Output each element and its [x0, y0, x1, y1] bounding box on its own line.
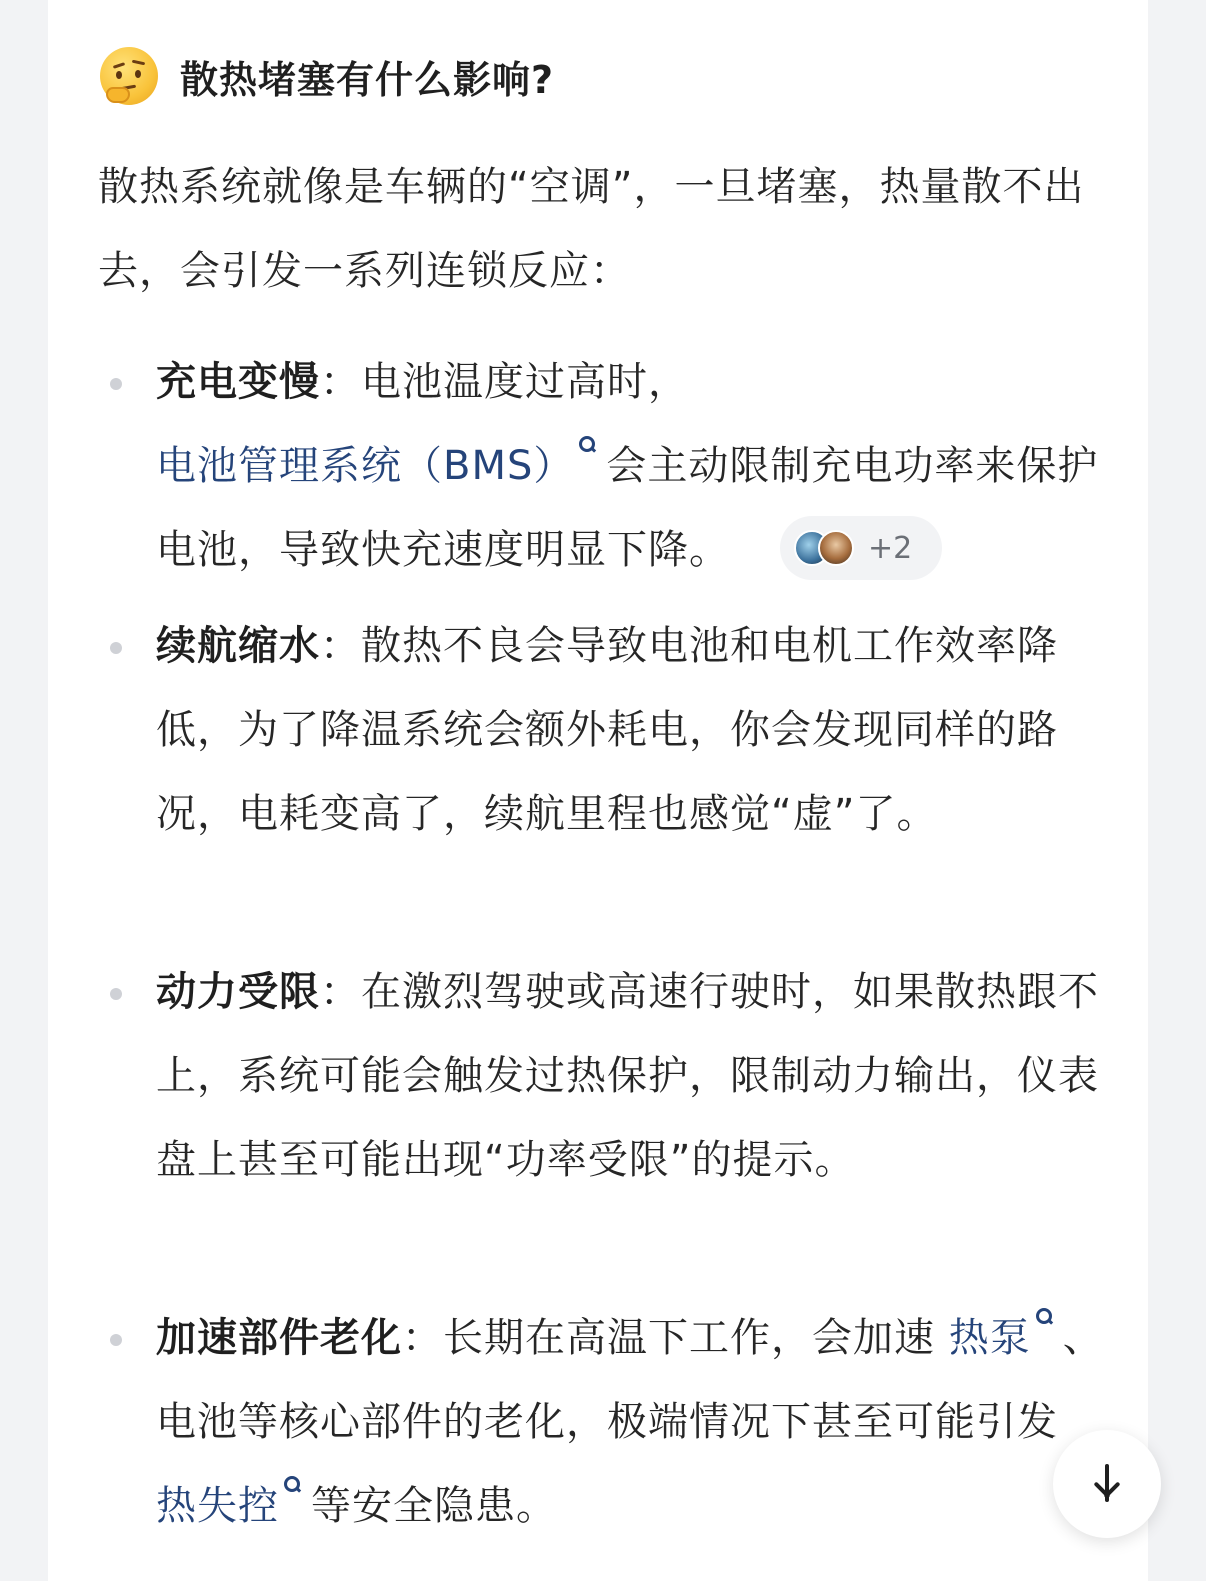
list-item-separator: ：: [320, 623, 361, 669]
search-icon[interactable]: [1035, 1308, 1053, 1336]
list-item-separator: ：: [320, 359, 361, 405]
list-item-power: [156, 950, 1106, 1202]
list-item-separator: ：: [320, 969, 361, 1015]
section-heading: [100, 44, 554, 108]
section-title: 散热堵塞有什么影响?: [180, 57, 555, 102]
scroll-down-button[interactable]: [1053, 1430, 1161, 1538]
bullet-dot: [110, 378, 122, 390]
thinking-face-icon: [100, 47, 158, 105]
list-item-text: 散热不良会导致电池和电机工作效率降低，为了降温系统会额外耗电，你会发现同样的路况，电耗变高了，续航里程也感觉“虚”了。: [156, 623, 1058, 837]
list-item-text: 长期在高温下工作，会加速: [443, 1315, 935, 1361]
heat-pump-link[interactable]: 热泵: [948, 1315, 1031, 1361]
search-icon[interactable]: [578, 436, 596, 464]
bullet-dot: [110, 988, 122, 1000]
bullet-dot: [110, 642, 122, 654]
list-item-title: 续航缩水: [156, 623, 320, 669]
list-item-text: 电池温度过高时，: [361, 359, 689, 405]
list-item-text: 等安全隐患。: [311, 1483, 557, 1529]
list-item-text: 在激烈驾驶或高速行驶时，如果散热跟不上，系统可能会触发过热保护，限制动力输出，仪表盘上甚至可能出现“功率受限”的提示。: [156, 969, 1099, 1183]
list-item-charging: [156, 340, 1106, 592]
source-count: +2: [868, 530, 913, 566]
list-item-separator: ：: [402, 1315, 443, 1361]
list-item-title: 充电变慢: [156, 359, 320, 405]
list-item-text: 、电池等核心部件的老化，极端情况下甚至可能引发: [156, 1315, 1104, 1445]
list-item-title: 加速部件老化: [156, 1315, 402, 1361]
list-item-text: 会主动限制充电功率来保护电池，导致快充速度明显下降。: [156, 443, 1099, 573]
search-icon[interactable]: [283, 1476, 301, 1504]
avatar: [818, 530, 854, 566]
answer-card: [48, 0, 1148, 1581]
list-item-title: 动力受限: [156, 969, 320, 1015]
bullet-dot: [110, 1334, 122, 1346]
list-item-aging: [156, 1296, 1106, 1548]
bms-link[interactable]: 电池管理系统（BMS）: [156, 443, 575, 489]
thermal-runaway-link[interactable]: 热失控: [156, 1483, 279, 1529]
intro-paragraph: 散热系统就像是车辆的“空调”，一旦堵塞，热量散不出去，会引发一系列连锁反应：: [98, 164, 1085, 294]
source-avatars-button[interactable]: [780, 516, 942, 580]
list-item-range: [156, 604, 1106, 856]
